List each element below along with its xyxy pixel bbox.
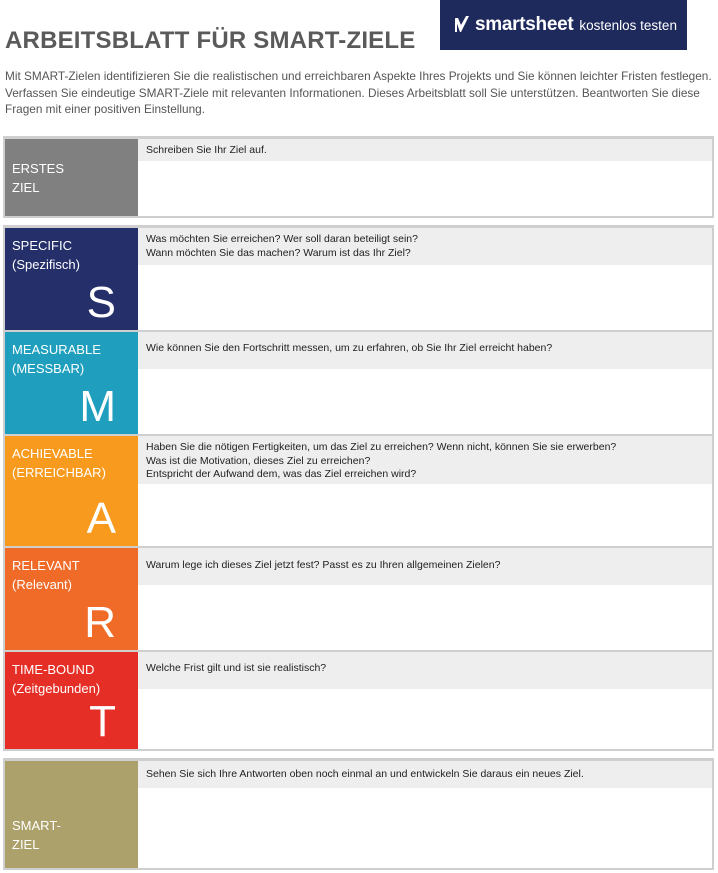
specific-prompt xyxy=(138,228,712,265)
measurable-prompt xyxy=(138,332,712,369)
measurable-prompt-line1: Wie können Sie den Fortschritt messen, um zu erfahren, ob Sie Ihr Ziel erreicht haben? xyxy=(146,342,553,354)
achievable-prompt-line3: Entspricht der Aufwand dem, was das Ziel erreichen wird? xyxy=(146,468,417,480)
relevant-answer-field[interactable] xyxy=(138,585,712,650)
time-bound-label xyxy=(5,652,138,749)
time-bound-label-line2: (Zeitgebunden) xyxy=(12,681,101,696)
first-goal-label-line1: ERSTES xyxy=(12,160,65,176)
specific-row xyxy=(5,228,712,330)
smartsheet-logo-icon xyxy=(454,15,470,35)
time-bound-letter: T xyxy=(89,697,116,746)
relevant-prompt xyxy=(138,548,712,585)
specific-label-line2: (Spezifisch) xyxy=(12,257,80,272)
measurable-letter: M xyxy=(79,382,116,431)
smart-goal-answer-field[interactable] xyxy=(138,788,712,868)
achievable-label xyxy=(5,436,138,546)
smart-goal-label-line2: ZIEL xyxy=(12,836,40,852)
achievable-prompt xyxy=(138,436,712,484)
achievable-row xyxy=(5,436,712,546)
brand-name: smartsheet xyxy=(475,14,574,35)
time-bound-label-line1: TIME-BOUND xyxy=(12,662,95,677)
first-goal-prompt: Schreiben Sie Ihr Ziel auf. xyxy=(138,139,712,161)
first-goal-label xyxy=(5,139,138,216)
time-bound-prompt xyxy=(138,652,712,689)
specific-label xyxy=(5,228,138,330)
measurable-label-line2: (MESSBAR) xyxy=(12,361,85,376)
relevant-label-line2: (Relevant) xyxy=(12,577,72,592)
smart-goal-label-line1: SMART- xyxy=(12,817,61,833)
time-bound-answer-field[interactable] xyxy=(138,689,712,749)
first-goal-label-line2: ZIEL xyxy=(12,179,40,195)
achievable-answer-field[interactable] xyxy=(138,484,712,546)
time-bound-row xyxy=(5,652,712,749)
relevant-label-line1: RELEVANT xyxy=(12,558,80,573)
achievable-prompt-line2: Was ist die Motivation, dieses Ziel zu erreichen? xyxy=(146,454,371,467)
smart-section xyxy=(3,225,714,751)
intro-text: Mit SMART-Zielen identifizieren Sie die realistischen und erreichbaren Aspekte Ihres Projekts und Sie können leichter Fristen festlegen. Verfassen Sie eindeutige SMART-Ziele mit relevanten Informationen. Dieses Arbeitsblatt soll Sie unterstützen. Beantworten Sie diese Fragen mit einer positiven Einstellung. xyxy=(5,69,712,116)
specific-label-line1: SPECIFIC xyxy=(12,238,72,253)
relevant-label xyxy=(5,548,138,650)
specific-letter: S xyxy=(86,278,116,327)
achievable-label-line2: (ERREICHBAR) xyxy=(12,465,106,480)
achievable-label-line1: ACHIEVABLE xyxy=(12,446,93,461)
relevant-prompt-line1: Warum lege ich dieses Ziel jetzt fest? Passt es zu Ihren allgemeinen Zielen? xyxy=(146,559,501,571)
time-bound-prompt-line1: Welche Frist gilt und ist sie realistisch? xyxy=(146,662,327,674)
measurable-row xyxy=(5,332,712,434)
page-title: ARBEITSBLATT FÜR SMART-ZIELE xyxy=(5,27,416,54)
first-goal-section xyxy=(3,136,714,218)
smart-goal-prompt: Sehen Sie sich Ihre Antworten oben noch einmal an und entwickeln Sie daraus ein neues Ziel. xyxy=(138,761,712,788)
first-goal-answer-field[interactable] xyxy=(138,161,712,216)
measurable-label xyxy=(5,332,138,434)
achievable-letter: A xyxy=(86,494,116,543)
smart-goal-section xyxy=(3,758,714,870)
specific-answer-field[interactable] xyxy=(138,265,712,330)
specific-prompt-line1: Was möchten Sie erreichen? Wer soll daran beteiligt sein? xyxy=(146,233,418,245)
specific-prompt-line2: Wann möchten Sie das machen? Warum ist das Ihr Ziel? xyxy=(146,246,411,259)
relevant-letter: R xyxy=(84,598,116,647)
smart-goal-label xyxy=(5,761,138,868)
smartsheet-trial-banner[interactable] xyxy=(440,0,687,50)
measurable-answer-field[interactable] xyxy=(138,369,712,434)
brand-cta: kostenlos testen xyxy=(579,17,677,33)
relevant-row xyxy=(5,548,712,650)
achievable-prompt-line1: Haben Sie die nötigen Fertigkeiten, um das Ziel zu erreichen? Wenn nicht, können Sie sie erwerben? xyxy=(146,441,617,453)
measurable-label-line1: MEASURABLE xyxy=(12,342,101,357)
